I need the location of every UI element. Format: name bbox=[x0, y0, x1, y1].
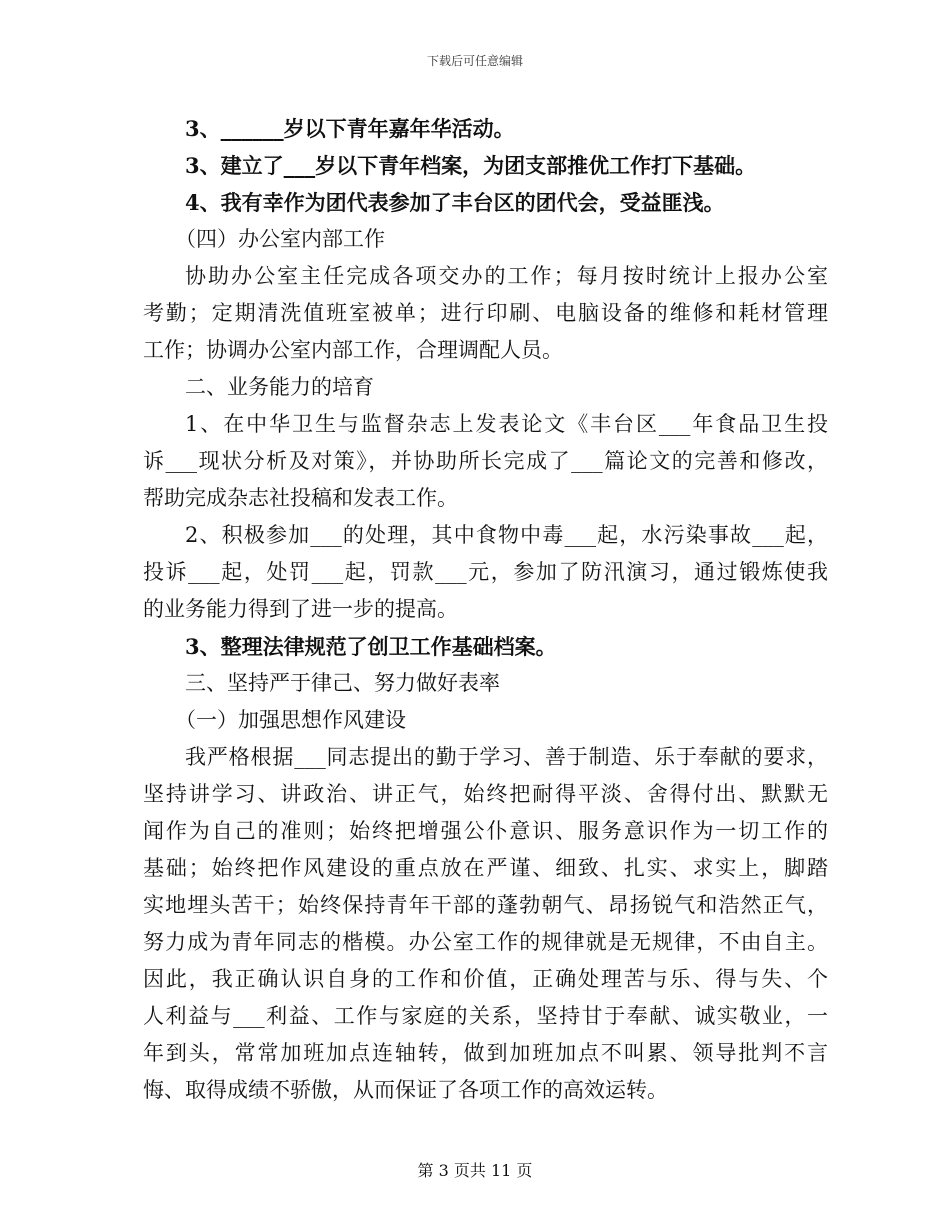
text-line: 悔、取得成绩不骄傲，从而保证了各项工作的高效运转。 bbox=[143, 1078, 668, 1102]
document-body bbox=[143, 110, 828, 1109]
text-line: 年到头，常常加班加点连轴转，做到加班加点不叫累、领导批判不言 bbox=[143, 1041, 828, 1065]
page-header: 下载后可任意编辑 bbox=[426, 54, 523, 68]
page-number: 第 3 页共 11 页 bbox=[417, 1161, 533, 1180]
text-line: 我严格根据___同志提出的勤于学习、善于制造、乐于奉献的要求， bbox=[185, 745, 828, 769]
text-line: 协助办公室主任完成各项交办的工作；每月按时统计上报办公室 bbox=[185, 264, 828, 288]
text-line: 3、______岁以下青年嘉年华活动。 bbox=[185, 116, 515, 141]
text-line: 投诉___起，处罚___起，罚款___元，参加了防汛演习，通过锻炼使我 bbox=[143, 560, 828, 584]
text-line: 3、建立了___岁以下青年档案，为团支部推优工作打下基础。 bbox=[185, 153, 757, 178]
text-line: 坚持讲学习、讲政治、讲正气，始终把耐得平淡、舍得付出、默默无 bbox=[143, 782, 828, 806]
section-heading: （一）加强思想作风建设 bbox=[175, 708, 406, 732]
text-line: 的业务能力得到了进一步的提高。 bbox=[143, 597, 458, 621]
section-heading: 二、业务能力的培育 bbox=[185, 375, 374, 399]
text-line: 闻作为自己的准则；始终把增强公仆意识、服务意识作为一切工作的 bbox=[143, 819, 828, 843]
text-line: 帮助完成杂志社投稿和发表工作。 bbox=[143, 486, 458, 510]
text-line: 诉___现状分析及对策》，并协助所长完成了___篇论文的完善和修改， bbox=[143, 449, 828, 473]
text-line: 工作；协调办公室内部工作，合理调配人员。 bbox=[143, 338, 563, 362]
text-line: 1、在中华卫生与监督杂志上发表论文《丰台区___年食品卫生投 bbox=[185, 412, 828, 436]
text-line: 因此，我正确认识自身的工作和价值，正确处理苦与乐、得与失、个 bbox=[143, 967, 828, 991]
text-line: 人利益与___利益、工作与家庭的关系，坚持甘于奉献、诚实敬业，一 bbox=[143, 1004, 828, 1028]
text-line: 4、我有幸作为团代表参加了丰台区的团代会，受益匪浅。 bbox=[185, 190, 725, 215]
section-heading: 三、坚持严于律己、努力做好表率 bbox=[185, 671, 500, 695]
section-heading: （四）办公室内部工作 bbox=[175, 227, 385, 251]
text-line: 3、整理法律规范了创卫工作基础档案。 bbox=[185, 634, 557, 659]
text-line: 基础；始终把作风建设的重点放在严谨、细致、扎实、求实上，脚踏 bbox=[143, 856, 828, 880]
text-line: 努力成为青年同志的楷模。办公室工作的规律就是无规律，不由自主。 bbox=[143, 930, 828, 954]
text-line: 考勤；定期清洗值班室被单；进行印刷、电脑设备的维修和耗材管理 bbox=[143, 301, 828, 325]
text-line: 2、积极参加___的处理，其中食物中毒___起，水污染事故___起， bbox=[185, 523, 828, 547]
text-line: 实地埋头苦干；始终保持青年干部的蓬勃朝气、昂扬锐气和浩然正气， bbox=[143, 893, 828, 917]
